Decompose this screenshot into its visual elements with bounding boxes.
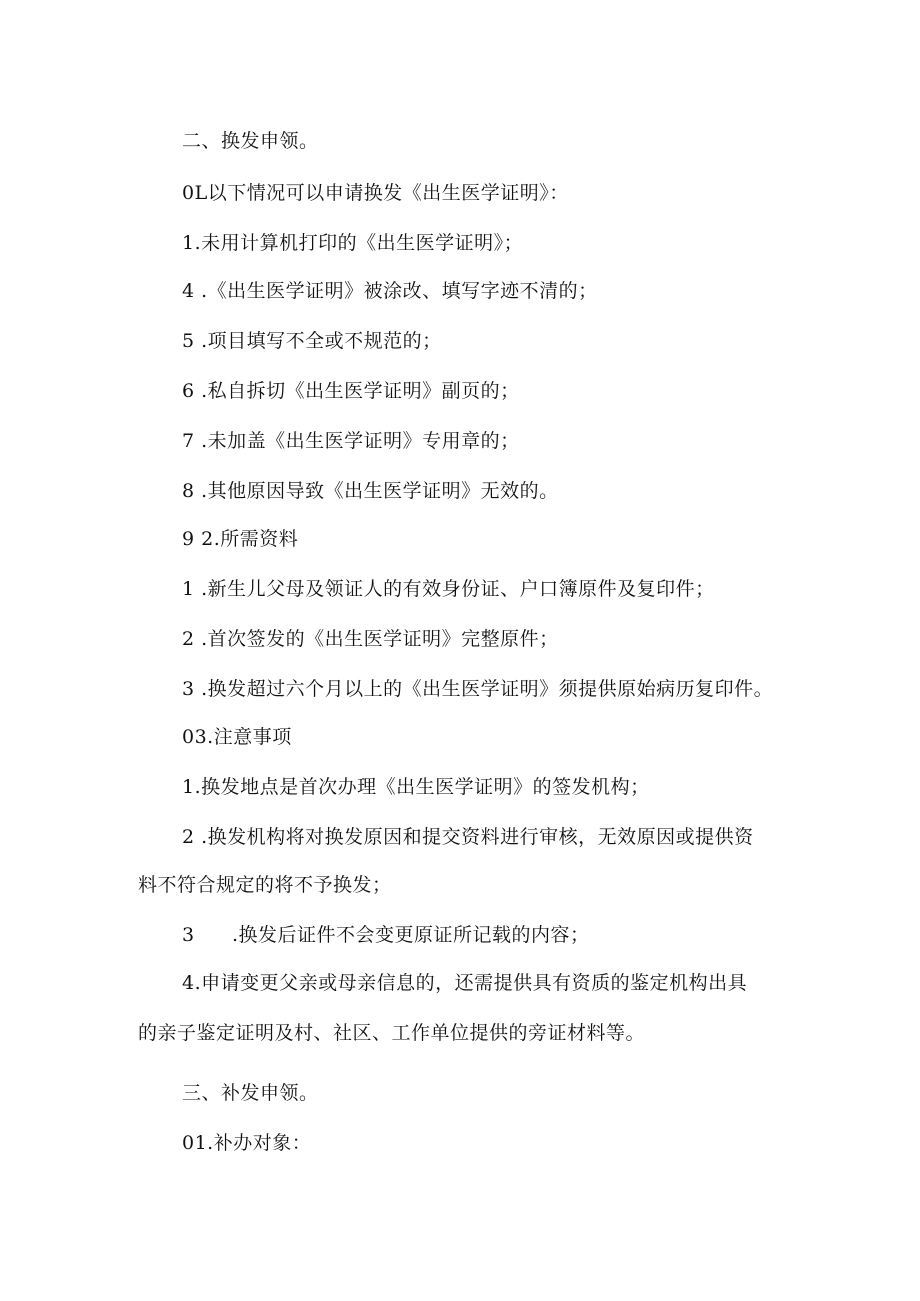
paragraph-line: 0L以下情况可以申请换发《出生医学证明》： — [182, 182, 569, 204]
section-heading-reissue: 二、换发申领。 — [182, 130, 319, 152]
subsection-heading: 01.补办对象： — [182, 1132, 312, 1154]
section-heading-replacement: 三、补发申领。 — [182, 1082, 319, 1104]
list-item: 2 .换发机构将对换发原因和提交资料进行审核，无效原因或提供资 — [182, 826, 754, 848]
list-item-continuation: 料不符合规定的将不予换发； — [138, 874, 392, 896]
list-item-number: 3 — [182, 924, 195, 946]
list-item: .换发后证件不会变更原证所记载的内容； — [232, 924, 590, 946]
list-item: 7 .未加盖《出生医学证明》专用章的； — [182, 430, 520, 452]
subsection-heading: 9 2.所需资料 — [182, 528, 299, 550]
list-item: 1.换发地点是首次办理《出生医学证明》的签发机构； — [182, 776, 650, 798]
list-item: 1.未用计算机打印的《出生医学证明》； — [182, 232, 524, 254]
list-item: 8 .其他原因导致《出生医学证明》无效的。 — [182, 480, 559, 502]
list-item: 6 .私自拆切《出生医学证明》副页的； — [182, 380, 520, 402]
list-item: 4 .《出生医学证明》被涂改、填写字迹不清的； — [182, 280, 598, 302]
list-item-continuation: 的亲子鉴定证明及村、社区、工作单位提供的旁证材料等。 — [138, 1022, 646, 1044]
list-item: 2 .首次签发的《出生医学证明》完整原件； — [182, 628, 559, 650]
list-item: 5 .项目填写不全或不规范的； — [182, 330, 442, 352]
subsection-heading: 03.注意事项 — [182, 726, 292, 748]
list-item: 1 .新生儿父母及领证人的有效身份证、户口簿原件及复印件； — [182, 578, 715, 600]
list-item: 3 .换发超过六个月以上的《出生医学证明》须提供原始病历复印件。 — [182, 678, 774, 700]
list-item: 4.申请变更父亲或母亲信息的，还需提供具有资质的鉴定机构出具 — [182, 972, 748, 994]
